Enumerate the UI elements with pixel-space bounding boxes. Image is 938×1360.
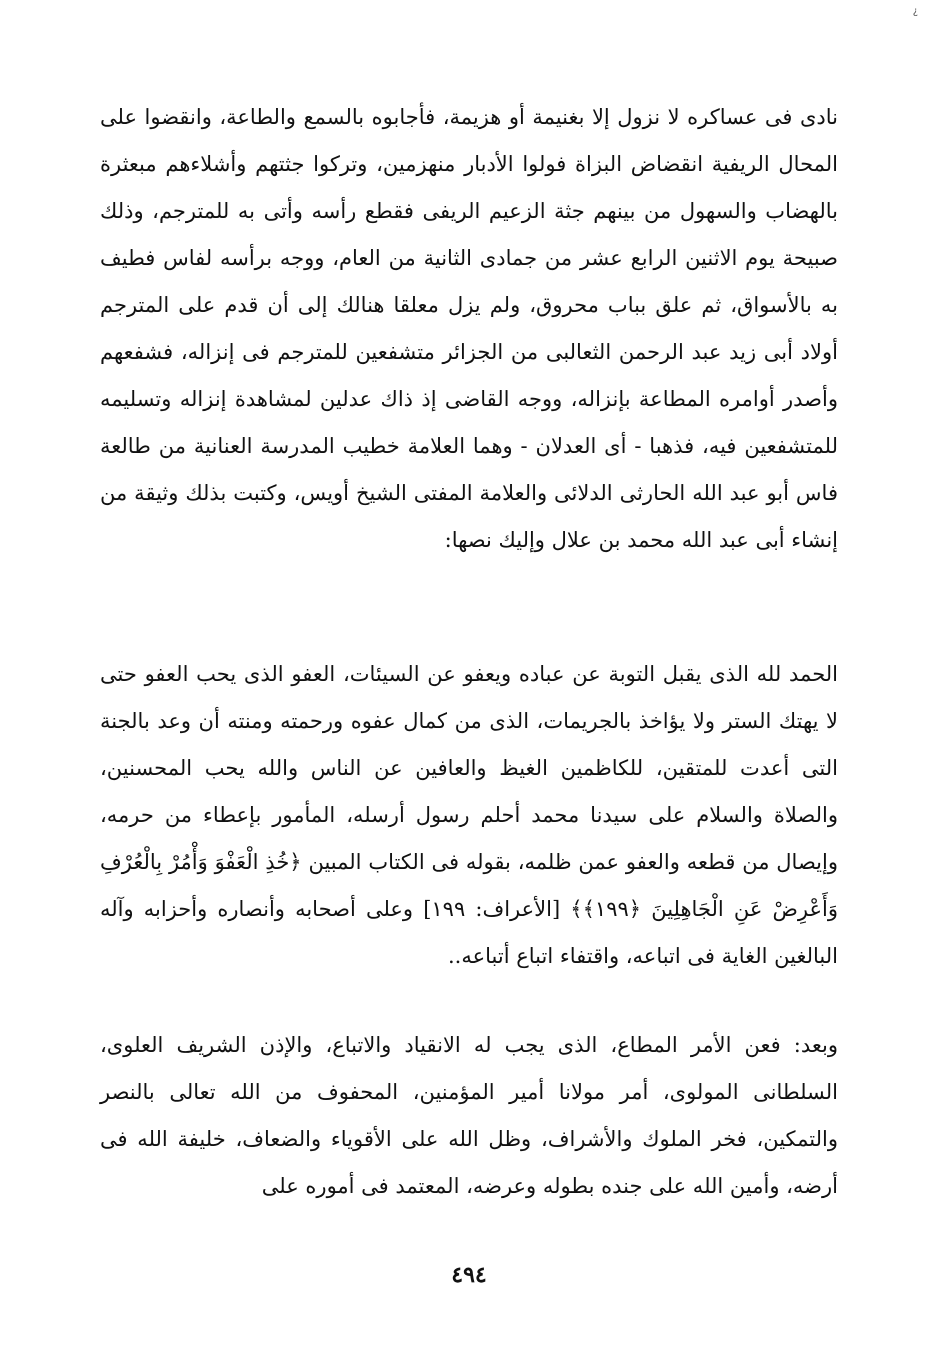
corner-mark: ¿ xyxy=(912,6,918,17)
paragraph-praise: الحمد لله الذى يقبل التوبة عن عباده ويعفو عن السيئات، العفو الذى يحب العفو حتى لا يهتك الستر ولا يؤاخذ بالجريمات، الذى من كمال عفوه ورحمته ومنته أن وعد بالجنة التى أعدت للمتقين، للكاظمين الغيظ والعافين عن الناس والله يحب المحسنين، والصلاة والسلام على سيدنا محمد أحلم رسول أرسله، المأمور بإعطاء من حرمه، وإيصال من قطعه والعفو عمن ظلمه، بقوله فى الكتاب المبين ﴿خُذِ الْعَفْوَ وَأْمُرْ بِالْعُرْفِ وَأَعْرِضْ عَنِ الْجَاهِلِينَ ﴿١٩٩﴾﴾ [الأعراف: ١٩٩] وعلى أصحابه وأنصاره وأحزابه وآله البالغين الغاية فى اتباعه، واقتفاء اتباع أتباعه.. xyxy=(100,662,838,968)
paragraph-narrative: نادى فى عساكره لا نزول إلا بغنيمة أو هزيمة، فأجابوه بالسمع والطاعة، وانقضوا على المحال الريفية انقضاض البزاة فولوا الأدبار منهزمين، وتركوا جثتهم وأشلاءهم مبعثرة بالهضاب والسهول من بينهم جثة الزعيم الريفى فقطع رأسه وأتى به للمترجم، وذلك صبيحة يوم الاثنين الرابع عشر من جمادى الثانية من العام، ووجه برأسه لفاس فطيف به بالأسواق، ثم علق بباب محروق، ولم يزل معلقا هنالك إلى أن قدم على المترجم أولاد أبى زيد عبد الرحمن الثعالبى من الجزائر متشفعين للمترجم فى إنزاله، فشفعهم وأصدر أوامره المطاعة بإنزاله، ووجه القاضى إذ ذاك عدلين لمشاهدة إنزاله وتسليمه للمتشفعين فيه، فذهبا - أى العدلان - وهما العلامة خطيب المدرسة العنانية من طالعة فاس أبو عبد الله الحارثى الدلائى والعلامة المفتى الشيخ أويس، وكتبت بذلك وثيقة من إنشاء أبى عبد الله محمد بن علال وإليك نصها: xyxy=(100,105,838,552)
paragraph-decree: وبعد: فعن الأمر المطاع، الذى يجب له الانقياد والاتباع، والإذن الشريف العلوى، السلطانى المولوى، أمر مولانا أمير المؤمنين، المحفوف من الله تعالى بالنصر والتمكين، فخر الملوك والأشراف، وظل الله على الأقوياء والضعاف، خليفة الله فى أرضه، وأمين الله على جنده بطوله وعرضه، المعتمد فى أموره على xyxy=(100,1033,838,1198)
page-number: ٤٩٤ xyxy=(451,1262,487,1288)
